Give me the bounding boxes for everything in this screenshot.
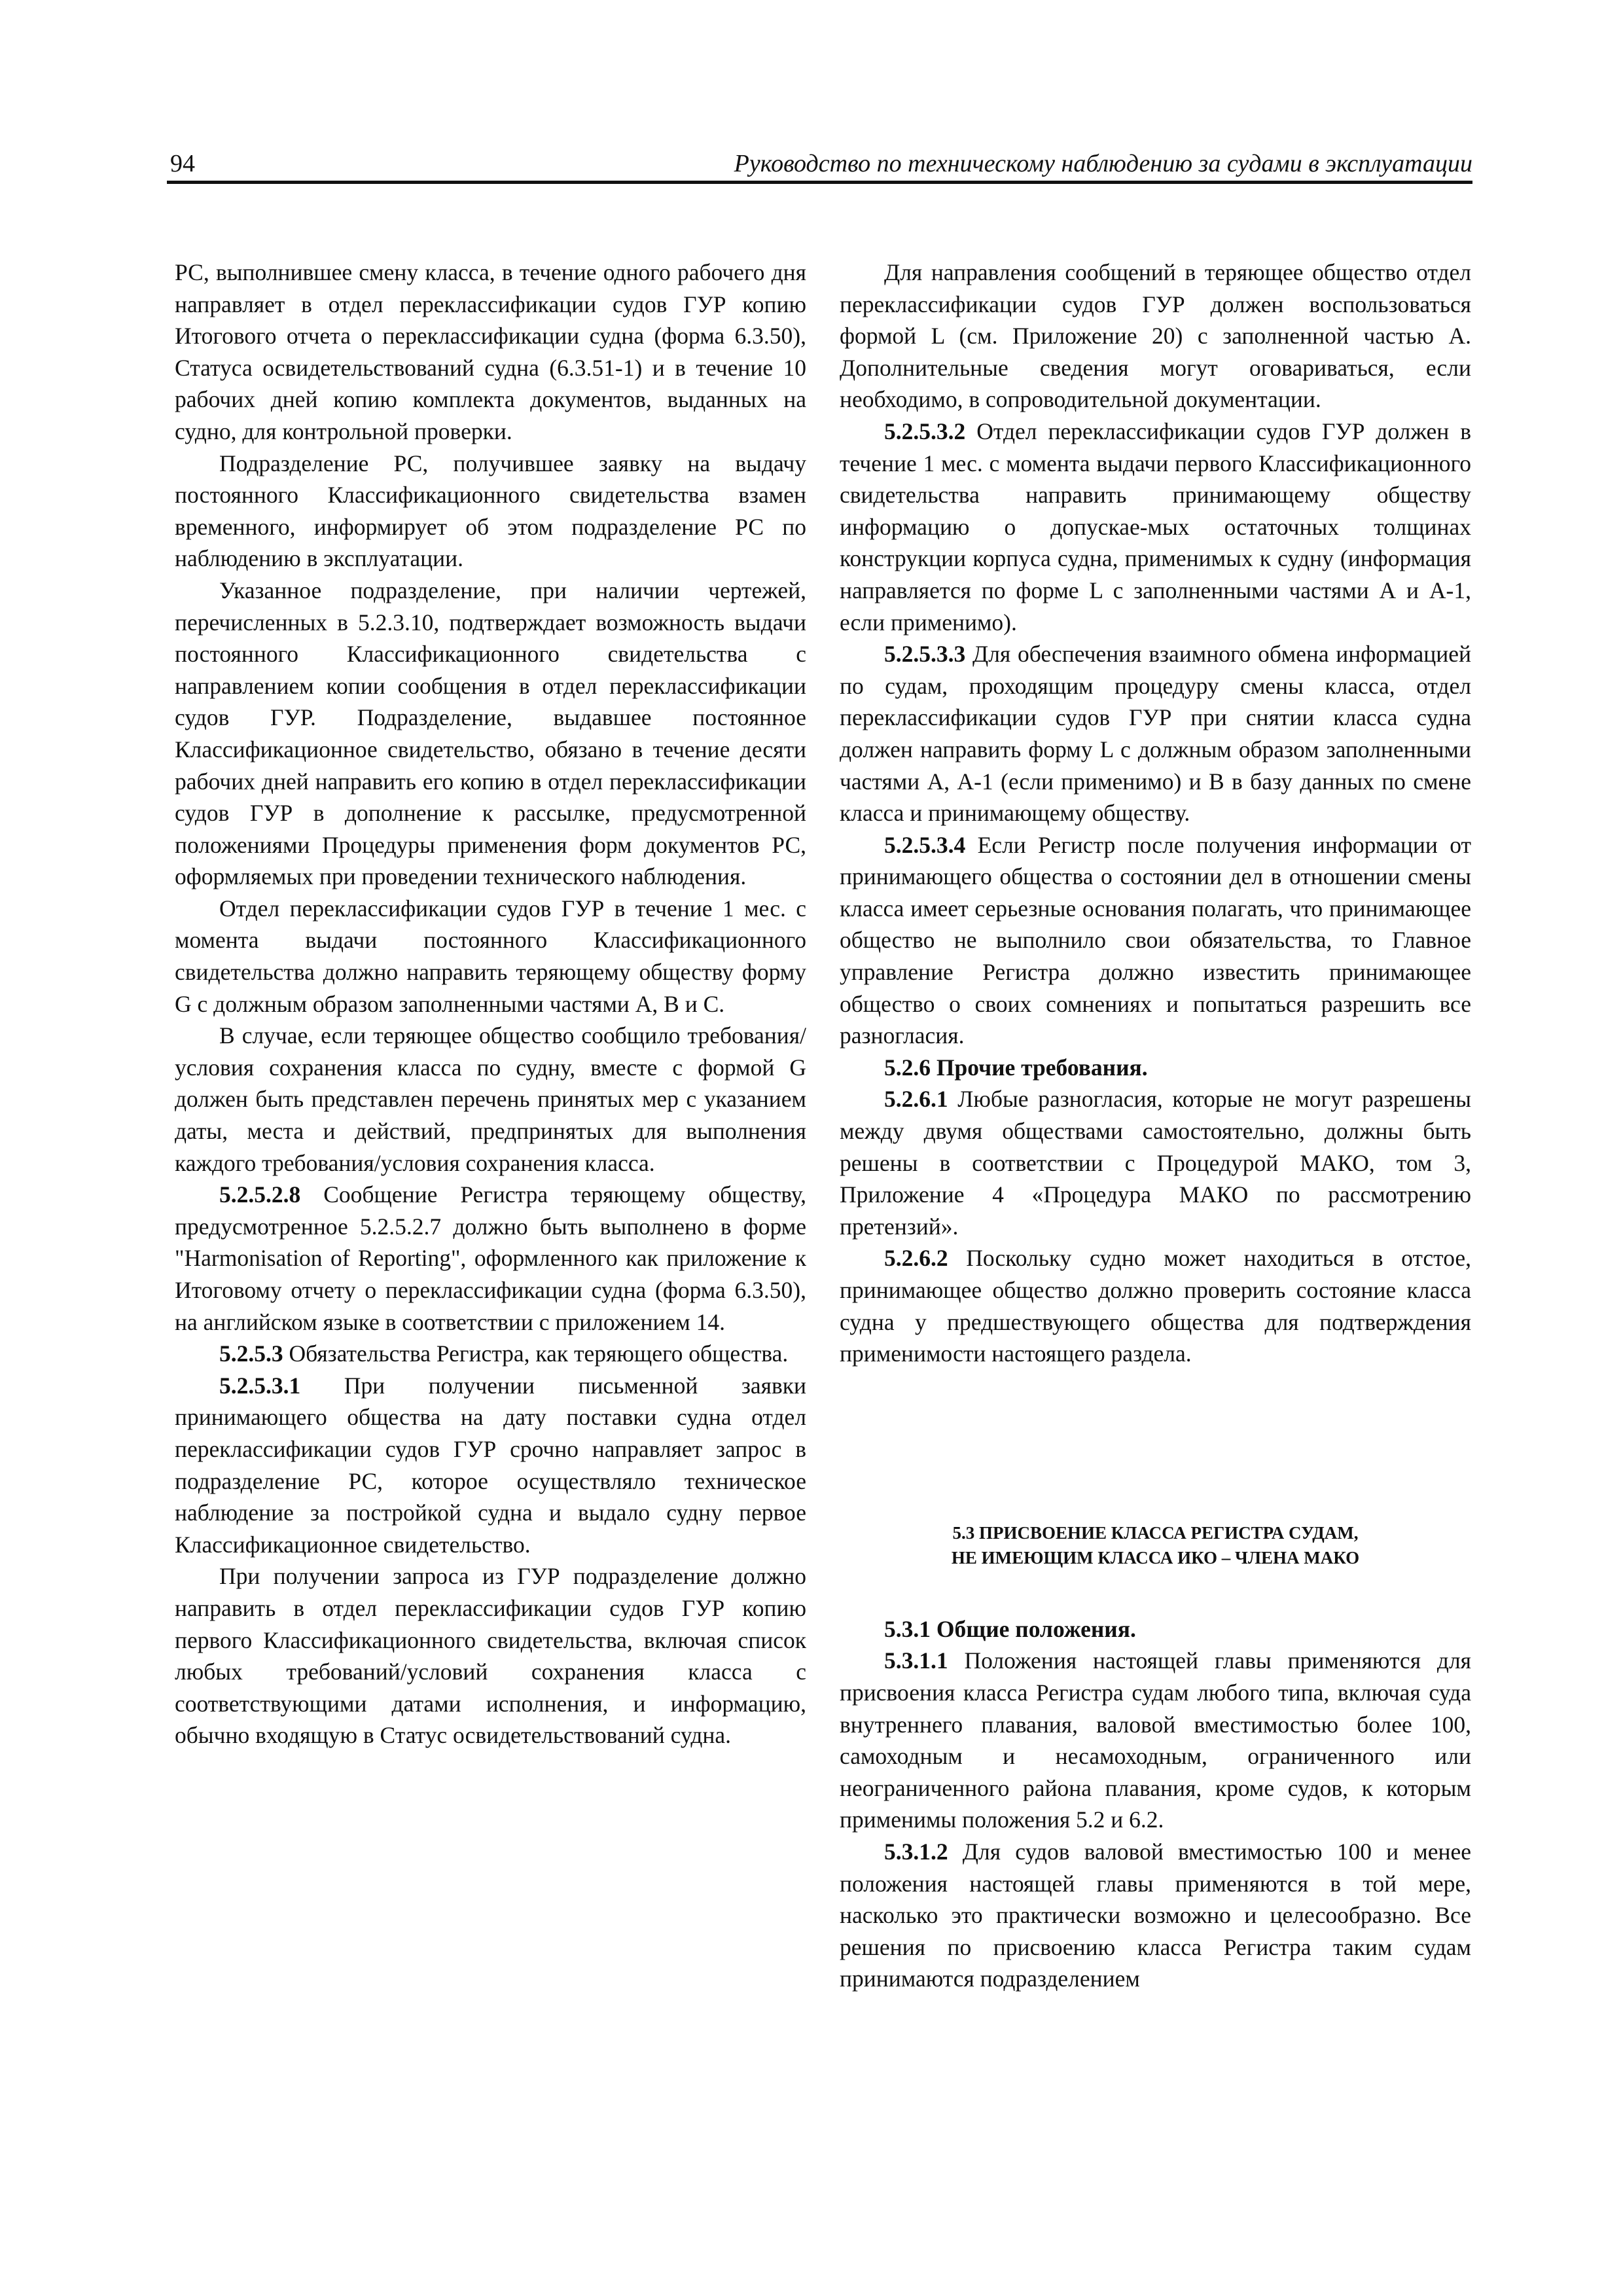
- paragraph: [840, 1242, 1471, 1369]
- running-title: Руководство по техническому наблюдению за судами в эксплуатации: [734, 150, 1472, 177]
- paragraph: [840, 1645, 1471, 1836]
- paragraph: [840, 638, 1471, 829]
- section-number: 5.2.6.2: [884, 1245, 948, 1272]
- subsection-title: Прочие требования.: [936, 1054, 1148, 1081]
- section-number: 5.2.5.3.4: [884, 831, 966, 858]
- right-column: [840, 257, 1471, 1995]
- paragraph-text: Поскольку судно может находиться в отстое, принимающее общество должно проверить состояние класса судна у предшествующего общества для подтверждения применимости настоящего раздела.: [840, 1245, 1472, 1367]
- section-number: 5.3.1: [884, 1615, 931, 1642]
- paragraph: [175, 1370, 806, 1561]
- paragraph: [840, 1836, 1471, 1995]
- paragraph-text: При получении письменной заявки принимающего общества на дату поставки судна отдел переклассификации судов ГУР срочно направляет запрос в подразделение РС, которое осуществляло техническое наблюдение за постройкой судна и выдало судну первое Классификационное свидетельство.: [175, 1372, 806, 1558]
- section-number: 5.3.1.2: [884, 1838, 948, 1865]
- paragraph: [840, 1083, 1471, 1242]
- section-number: 5.2.6.1: [884, 1086, 948, 1113]
- paragraph-text: Если Регистр после получения информации от принимающего общества о состоянии дел в отношении смены класса имеет серьезные основания полагать, что принимающее общество не выполнило свои обязательства, то Главное управление Регистра должно известить принимающее общество о своих сомнениях и попытаться разрешить все разногласия.: [840, 831, 1471, 1049]
- paragraph-text: Обязательства Регистра, как теряющего общества.: [289, 1340, 789, 1367]
- paragraph-text: Любые разногласия, которые не могут разрешены между двумя обществами самостоятельно, должны быть решены в соответствии с Процедурой МАКО, том 3, Приложение 4 «Процедура МАКО по рассмотрению претензий».: [840, 1086, 1472, 1240]
- paragraph: В случае, если теряющее общество сообщило требования/условия сохранения класса по судну, вместе с формой G должен быть представлен перечень принятых мер с указанием даты, места и действий, предпринятых для выполнения каждого требования/условия сохранения класса.: [175, 1022, 806, 1176]
- section-heading-line: НЕ ИМЕЮЩИМ КЛАССА ИКО – ЧЛЕНА МАКО: [951, 1547, 1360, 1568]
- subsection-title: Общие положения.: [936, 1615, 1136, 1642]
- page-number: 94: [170, 150, 195, 177]
- paragraph: Отдел переклассификации судов ГУР в течение 1 мес. с момента выдачи постоянного Классификационного свидетельства должно направить теряющему обществу форму G с должным образом заполненными частями А, В и С.: [175, 895, 806, 1017]
- page-header: [167, 145, 1472, 184]
- paragraph-text: Сообщение Регистра теряющему обществу, предусмотренное 5.2.5.2.7 должно быть выполнено в форме "Harmonisation of Reporting", оформленного как приложение к Итоговому отчету о переклассификации судна (форма 6.3.50), на английском языке в соответствии с приложением 14.: [175, 1181, 806, 1335]
- paragraph: Подразделение РС, получившее заявку на выдачу постоянного Классификационного свидетельства взамен временного, информирует об этом подразделение РС по наблюдению в эксплуатации.: [175, 450, 806, 572]
- spacer: [840, 1370, 1471, 1520]
- section-number: 5.2.5.3.3: [884, 641, 966, 668]
- paragraph: [840, 1613, 1471, 1645]
- paragraph-text: Для обеспечения взаимного обмена информацией по судам, проходящим процедуру смены класса, отдел переклассификации судов ГУР при снятии класса судна должен направить форму L с должным образом заполненными частями А, А-1 (если применимо) и В в базу данных по смене класса и принимающему обществу.: [840, 641, 1472, 827]
- paragraph-text: Положения настоящей главы применяются для присвоения класса Регистра судам любого типа, включая суда внутреннего плавания, валовой вместимостью более 100, самоходным и несамоходным, ограниченного или неограниченного района плавания, кроме судов, к которым применимы положения 5.2 и 6.2.: [840, 1647, 1471, 1833]
- paragraph: [840, 416, 1471, 638]
- paragraph: Указанное подразделение, при наличии чертежей, перечисленных в 5.2.3.10, подтверждает возможность выдачи постоянного Классификационного свидетельства с направлением копии сообщения в отдел переклассификации судов ГУР. Подразделение, выдавшее постоянное Классификационное свидетельство, обязано в течение десяти рабочих дней направить его копию в отдел переклассификации судов ГУР в дополнение к рассылке, предусмотренной положениями Процедуры применения форм документов РС, оформляемых при проведении технического наблюдения.: [175, 577, 806, 890]
- section-number: 5.2.5.3.2: [884, 418, 966, 444]
- paragraph: [840, 1052, 1471, 1084]
- section-number: 5.2.6: [884, 1054, 931, 1081]
- paragraph: При получении запроса из ГУР подразделение должно направить в отдел переклассификации судов ГУР копию первого Классификационного свидетельства, включая список любых требований/условий сохранения класса с соответствующими датами исполнения, и информацию, обычно входящую в Статус освидетельствований судна.: [175, 1563, 806, 1749]
- paragraph: Для направления сообщений в теряющее общество отдел переклассификации судов ГУР должен воспользоваться формой L (см. Приложение 20) с заполненной частью А. Дополнительные сведения могут оговариваться, если необходимо, в сопроводительной документации.: [840, 259, 1471, 413]
- section-number: 5.2.5.3: [219, 1340, 283, 1367]
- paragraph: РС, выполнившее смену класса, в течение одного рабочего дня направляет в отдел переклассификации судов ГУР копию Итогового отчета о переклассификации судна (форма 6.3.50), Статуса освидетельствований судна (6.3.51-1) и в течение 10 рабочих дней копию комплекта документов, выданных на судно, для контрольной проверки.: [175, 259, 806, 444]
- section-number: 5.3.1.1: [884, 1647, 948, 1674]
- paragraph-text: Отдел переклассификации судов ГУР должен в течение 1 мес. с момента выдачи первого Классификационного свидетельства направить принимающему обществу информацию о допускае-мых остаточных толщинах конструкции корпуса судна, применимых к судну (информация направляется по форме L с заполненными частями А и А-1, если применимо).: [840, 418, 1471, 636]
- spacer: [840, 1570, 1471, 1613]
- section-number: 5.2.5.3.1: [219, 1372, 301, 1399]
- paragraph: [175, 1179, 806, 1338]
- paragraph: [840, 829, 1471, 1052]
- paragraph-text: Для судов валовой вместимостью 100 и менее положения настоящей главы применяются в той мере, насколько это практически возможно и целесообразно. Все решения по присвоению класса Регистра таким судам принимаются подразделением: [840, 1838, 1472, 1992]
- left-column: [175, 257, 806, 1751]
- paragraph: [175, 1338, 806, 1370]
- section-number: 5.2.5.2.8: [219, 1181, 301, 1208]
- section-heading: [840, 1520, 1471, 1570]
- section-heading-line: 5.3 ПРИСВОЕНИЕ КЛАССА РЕГИСТРА СУДАМ,: [952, 1522, 1359, 1543]
